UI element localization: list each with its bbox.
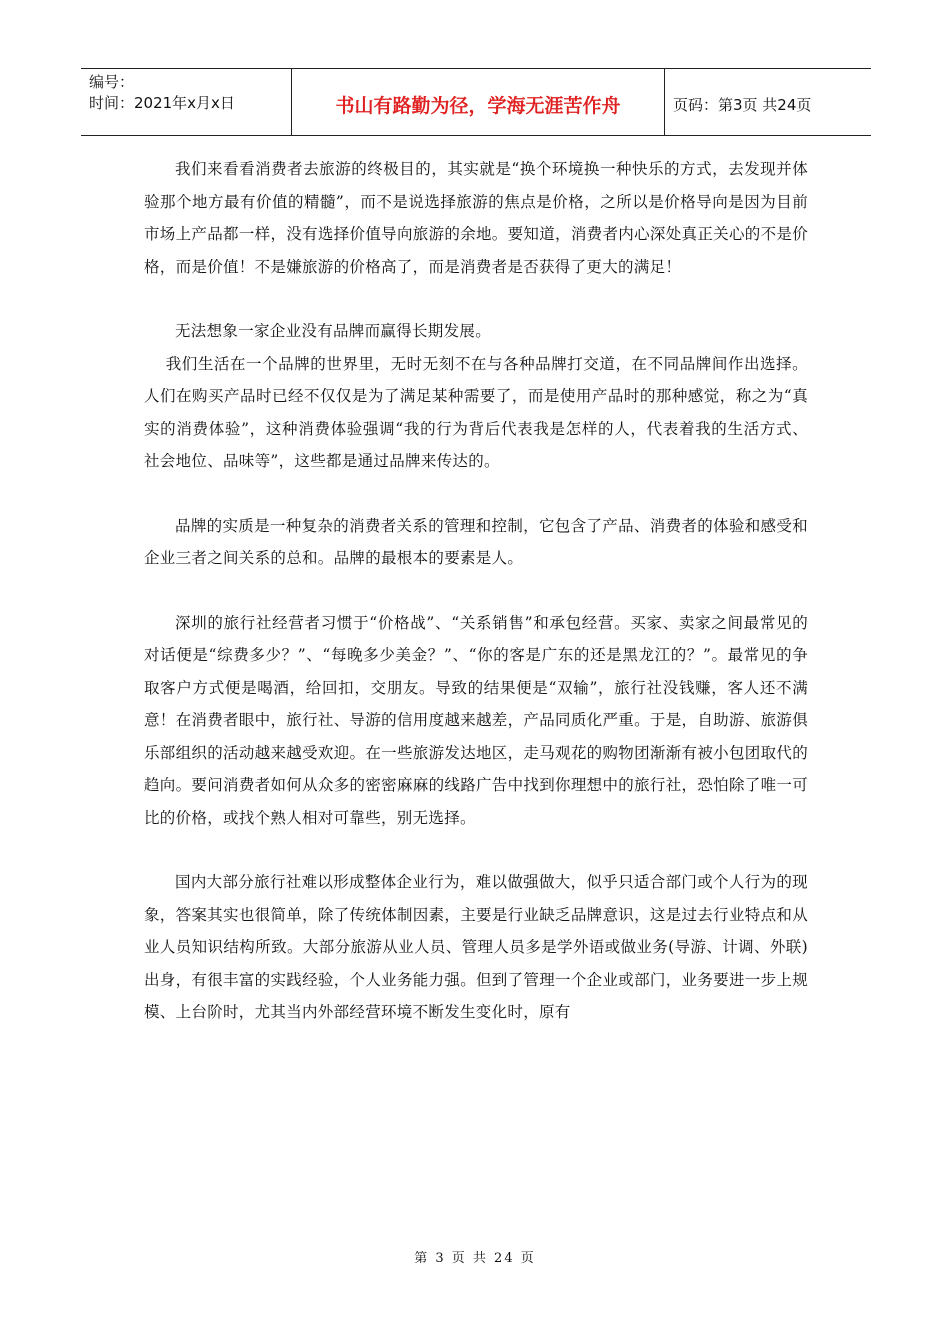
document-time-label: 时间：2021年x月x日	[89, 94, 235, 112]
paragraph-3: 我们生活在一个品牌的世界里，无时无刻不在与各种品牌打交道，在不同品牌间作出选择。人们在购买产品时已经不仅仅是为了满足某种需要了，而是使用产品时的那种感觉，称之为“真实的消费体验”，这种消费体验强调“我的行为背后代表我是怎样的人，代表着我的生活方式、社会地位、品味等”，这些都是通过品牌来传达的。	[144, 354, 808, 470]
header-left-cell	[81, 69, 291, 135]
paragraph-1: 我们来看看消费者去旅游的终极目的，其实就是“换个环境换一种快乐的方式，去发现并体验那个地方最有价值的精髓”，而不是说选择旅游的焦点是价格，之所以是价格导向是因为目前市场上产品都一样，没有选择价值导向旅游的余地。要知道，消费者内心深处真正关心的不是价格，而是价值！不是嫌旅游的价格高了，而是消费者是否获得了更大的满足！	[144, 160, 808, 276]
header-page-info: 页码：第3页 共24页	[673, 95, 812, 114]
document-number-label: 编号：	[89, 73, 135, 91]
paragraph-2: 无法想象一家企业没有品牌而赢得长期发展。	[175, 322, 492, 340]
page-footer: 第 3 页 共 24 页	[414, 1251, 536, 1266]
paragraph-4: 品牌的实质是一种复杂的消费者关系的管理和控制，它包含了产品、消费者的体验和感受和企业三者之间关系的总和。品牌的最根本的要素是人。	[144, 516, 808, 567]
header-motto: 书山有路勤为径，学海无涯苦作舟	[291, 69, 665, 135]
paragraph-5: 深圳的旅行社经营者习惯于“价格战”、“关系销售”和承包经营。买家、卖家之间最常见的对话便是“综费多少？”、“每晚多少美金？”、“你的客是广东的还是黑龙江的？”。最常见的争取客户方式便是喝酒，给回扣，交朋友。导致的结果便是“双输”，旅行社没钱赚，客人还不满意！在消费者眼中，旅行社、导游的信用度越来越差，产品同质化严重。于是，自助游、旅游俱乐部组织的活动越来越受欢迎。在一些旅游发达地区，走马观花的购物团渐渐有被小包团取代的趋向。要问消费者如何从众多的密密麻麻的线路广告中找到你理想中的旅行社，恐怕除了唯一可比的价格，或找个熟人相对可靠些，别无选择。	[144, 613, 808, 827]
document-body	[144, 153, 808, 1029]
page-header	[81, 68, 871, 136]
paragraph-6: 国内大部分旅行社难以形成整体企业行为，难以做强做大，似乎只适合部门或个人行为的现象，答案其实也很简单，除了传统体制因素，主要是行业缺乏品牌意识，这是过去行业特点和从业人员知识结构所致。大部分旅游从业人员、管理人员多是学外语或做业务(导游、计调、外联)出身，有很丰富的实践经验，个人业务能力强。但到了管理一个企业或部门，业务要进一步上规模、上台阶时，尤其当内外部经营环境不断发生变化时，原有	[144, 873, 808, 1021]
